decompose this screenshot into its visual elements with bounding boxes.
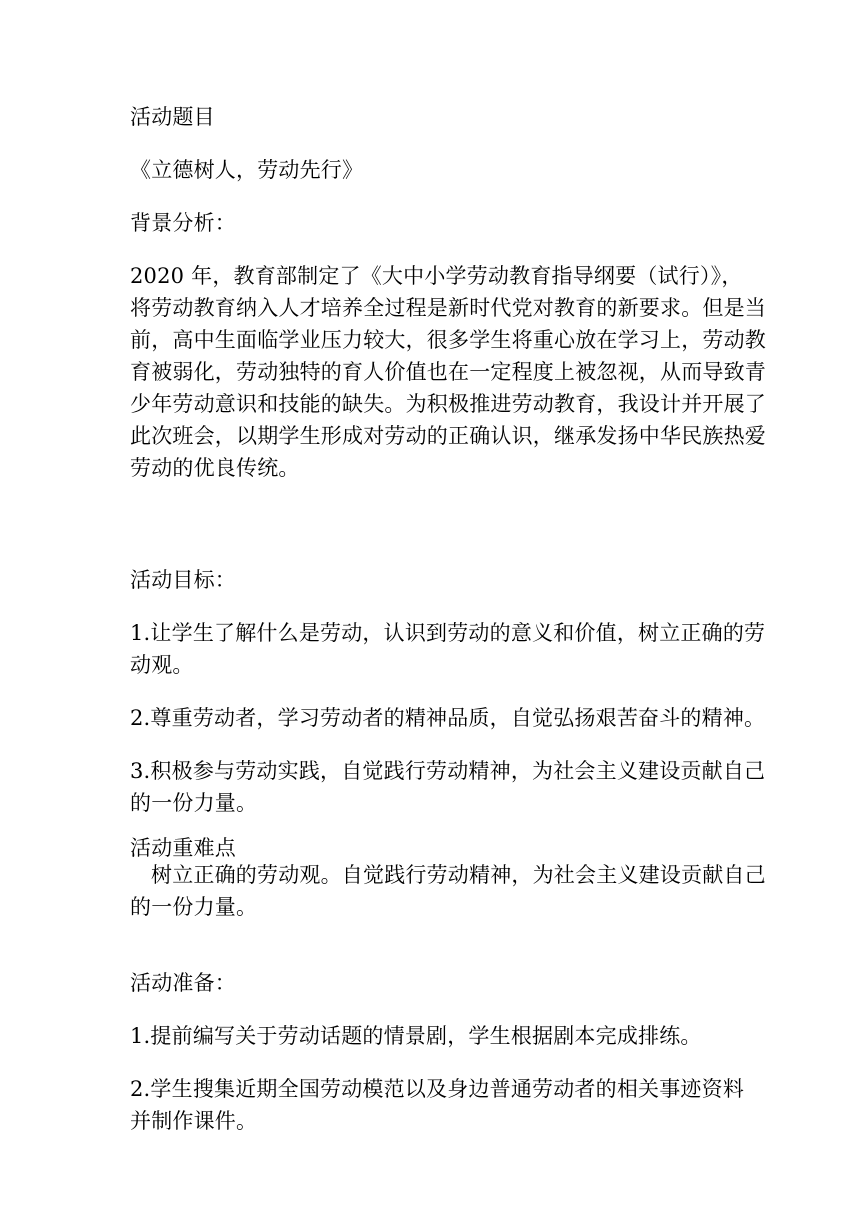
activity-title: 《立德树人，劳动先行》 xyxy=(130,158,364,182)
list-item-line: 3.积极参与劳动实践，自觉践行劳动精神，为社会主义建设贡献自己 xyxy=(130,759,766,783)
paragraph-line: 树立正确的劳动观。自觉践行劳动精神，为社会主义建设贡献自己 xyxy=(151,863,766,887)
key-points-heading: 活动重难点 xyxy=(130,836,236,860)
preparation-heading: 活动准备： xyxy=(130,971,236,995)
paragraph-line: 将劳动教育纳入人才培养全过程是新时代党对教育的新要求。但是当 xyxy=(130,296,766,320)
paragraph-line: 此次班会，以期学生形成对劳动的正确认识，继承发扬中华民族热爱 xyxy=(130,424,766,448)
list-item-line: 2.学生搜集近期全国劳动模范以及身边普通劳动者的相关事迹资料 xyxy=(130,1077,745,1101)
paragraph-line: 前，高中生面临学业压力较大，很多学生将重心放在学习上，劳动教 xyxy=(130,328,766,352)
paragraph-line: 劳动的优良传统。 xyxy=(130,456,300,480)
paragraph-line: 少年劳动意识和技能的缺失。为积极推进劳动教育，我设计并开展了 xyxy=(130,392,766,416)
background-heading: 背景分析： xyxy=(130,211,236,235)
paragraph-line: 育被弱化，劳动独特的育人价值也在一定程度上被忽视，从而导致青 xyxy=(130,360,766,384)
goals-heading: 活动目标： xyxy=(130,568,236,592)
list-item-line: 1.让学生了解什么是劳动，认识到劳动的意义和价值，树立正确的劳 xyxy=(130,621,766,645)
paragraph-line: 的一份力量。 xyxy=(130,895,258,919)
activity-title-label: 活动题目 xyxy=(130,105,215,129)
list-item-line: 的一份力量。 xyxy=(130,791,258,815)
paragraph-line: 2020 年，教育部制定了《大中小学劳动教育指导纲要（试行）》， xyxy=(130,264,743,288)
list-item-line: 2.尊重劳动者，学习劳动者的精神品质，自觉弘扬艰苦奋斗的精神。 xyxy=(130,706,766,730)
list-item-line: 动观。 xyxy=(130,653,194,677)
list-item-line: 并制作课件。 xyxy=(130,1109,258,1133)
list-item-line: 1.提前编写关于劳动话题的情景剧，学生根据剧本完成排练。 xyxy=(130,1024,702,1048)
